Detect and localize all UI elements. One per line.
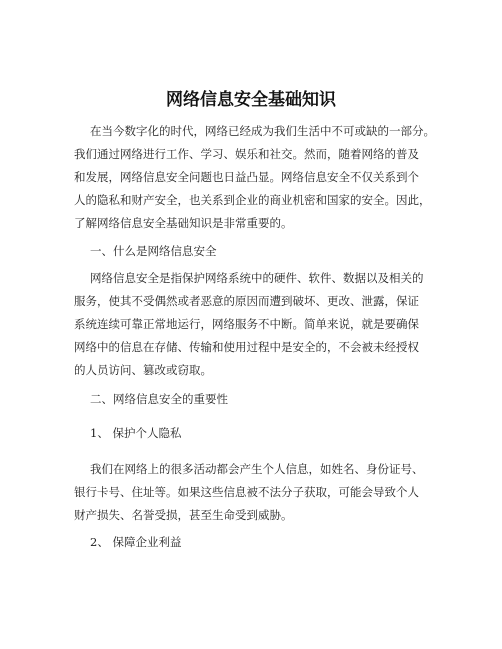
intro-line: 和发展，网络信息安全问题也日益凸显。网络信息安全不仅关系到个 — [74, 170, 419, 184]
subsection-heading: 1、 保护个人隐私 — [90, 426, 182, 440]
section1-line: 网络信息安全是指保护网络系统中的硬件、软件、数据以及相关的 — [90, 271, 424, 285]
subsection-heading: 2、 保障企业利益 — [90, 535, 182, 549]
intro-line: 我们通过网络进行工作、学习、娱乐和社交。然而，随着网络的普及 — [74, 147, 419, 161]
section1-line: 系统连续可靠正常地运行，网络服务不中断。简单来说，就是要确保 — [74, 317, 419, 331]
intro-line: 人的隐私和财产安全，也关系到企业的商业机密和国家的安全。因此， — [74, 193, 431, 207]
section-heading: 二、网络信息安全的重要性 — [90, 392, 228, 406]
section1-line: 的人员访问、篡改或窃取。 — [74, 363, 212, 377]
intro-line: 在当今数字化的时代，网络已经成为我们生活中不可或缺的一部分。 — [90, 124, 435, 138]
subsection1-line: 银行卡号、住址等。如果这些信息被不法分子获取，可能会导致个人 — [74, 485, 419, 499]
section1-line: 网络中的信息在存储、传输和使用过程中是安全的，不会被未经授权 — [74, 340, 419, 354]
document-title: 网络信息安全基础知识 — [166, 90, 336, 110]
subsection1-line: 财产损失、名誉受损，甚至生命受到威胁。 — [74, 508, 293, 522]
intro-line: 了解网络信息安全基础知识是非常重要的。 — [74, 216, 293, 230]
section1-line: 服务，使其不受偶然或者恶意的原因而遭到破坏、更改、泄露，保证 — [74, 294, 419, 308]
section-heading: 一、什么是网络信息安全 — [90, 244, 217, 258]
subsection1-line: 我们在网络上的很多活动都会产生个人信息，如姓名、身份证号、 — [90, 462, 424, 476]
